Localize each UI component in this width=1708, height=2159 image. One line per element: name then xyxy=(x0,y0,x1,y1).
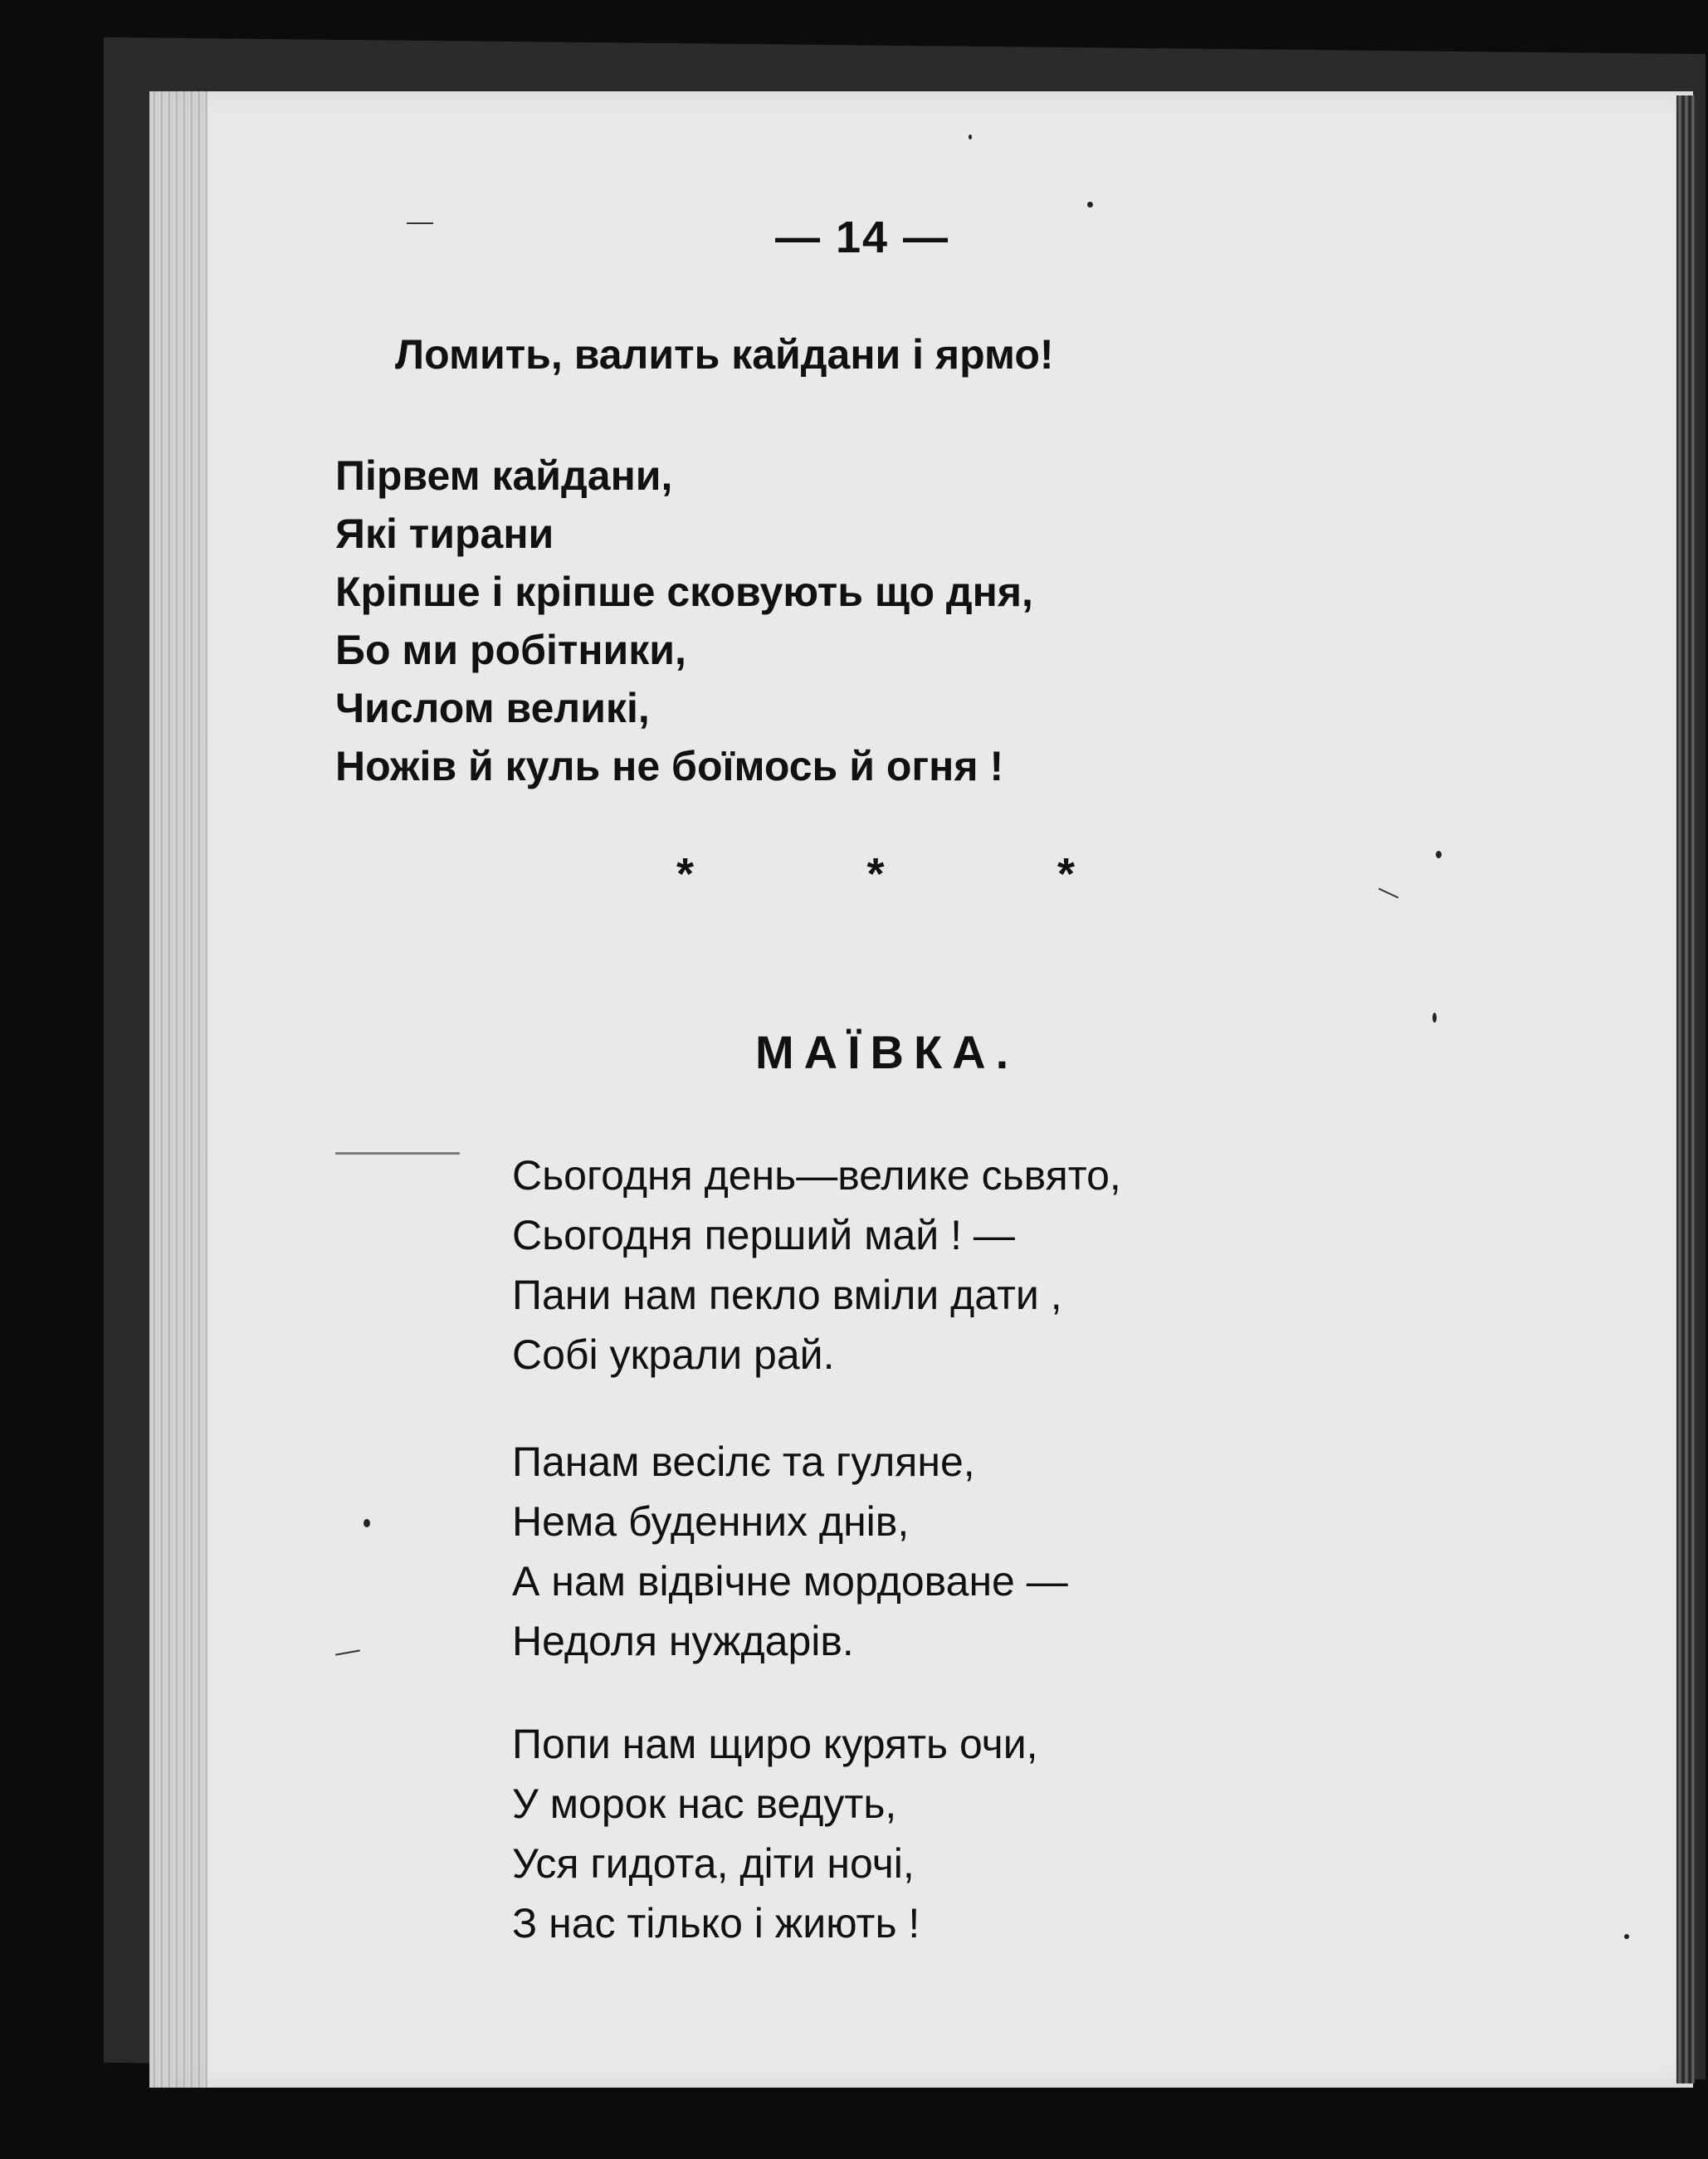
verse-line: Пани нам пекло вміли дати , xyxy=(512,1272,1062,1318)
verse-line: Попи нам щиро курять очи, xyxy=(512,1721,1038,1767)
poem-title: МАЇВКА. xyxy=(755,1026,1019,1078)
verse-line: Панам весілє та гуляне, xyxy=(512,1439,975,1485)
verse-line: Бо ми робітники, xyxy=(335,627,686,673)
scan-speck xyxy=(1087,202,1093,208)
poem-stanza-3 xyxy=(512,1714,1038,1953)
verse-line: Собі украли рай. xyxy=(512,1331,835,1378)
verse-line: Сьогодня перший май ! — xyxy=(512,1212,1015,1258)
section-separator xyxy=(676,848,1075,900)
verse-line: З нас тілько і жиють ! xyxy=(512,1900,920,1947)
verse-line: Пірвем кайдани, xyxy=(335,452,673,499)
binding-edge xyxy=(149,91,207,2088)
verse-line: Ножів й куль не боїмось й огня ! xyxy=(335,743,1004,789)
poem-stanza-1 xyxy=(512,1145,1121,1385)
page-number: — 14 — xyxy=(774,212,950,262)
scan-speck xyxy=(1624,1934,1629,1939)
verse-line: Уся гидота, діти ночі, xyxy=(512,1840,915,1887)
verse-line: А нам відвічне мордоване — xyxy=(512,1558,1068,1605)
verse-line: Числом великі, xyxy=(335,685,650,731)
scan-scratch xyxy=(335,1152,460,1155)
asterisk: * xyxy=(676,849,695,899)
verse-line: Нема буденних днів, xyxy=(512,1498,910,1545)
poem-stanza-2 xyxy=(512,1432,1068,1671)
scan-speck xyxy=(1436,851,1442,858)
scan-speck xyxy=(364,1519,370,1527)
scan-speck xyxy=(1432,1013,1437,1023)
poem-continuation-line: Ломить, валить кайдани і ярмо! xyxy=(395,331,1054,378)
page-right-edge xyxy=(1676,95,1695,2083)
verse-line: Які тирани xyxy=(335,510,554,557)
asterisk: * xyxy=(866,849,885,899)
verse-line: У морок нас ведуть, xyxy=(512,1780,897,1827)
verse-line: Кріпше і кріпше сковують що дня, xyxy=(335,569,1033,615)
scan-speck xyxy=(969,134,972,139)
continued-stanza xyxy=(335,447,1033,795)
asterisk: * xyxy=(1057,849,1075,899)
verse-line: Недоля нуждарів. xyxy=(512,1618,854,1664)
verse-line: Сьогодня день—велике сьвято, xyxy=(512,1152,1121,1199)
